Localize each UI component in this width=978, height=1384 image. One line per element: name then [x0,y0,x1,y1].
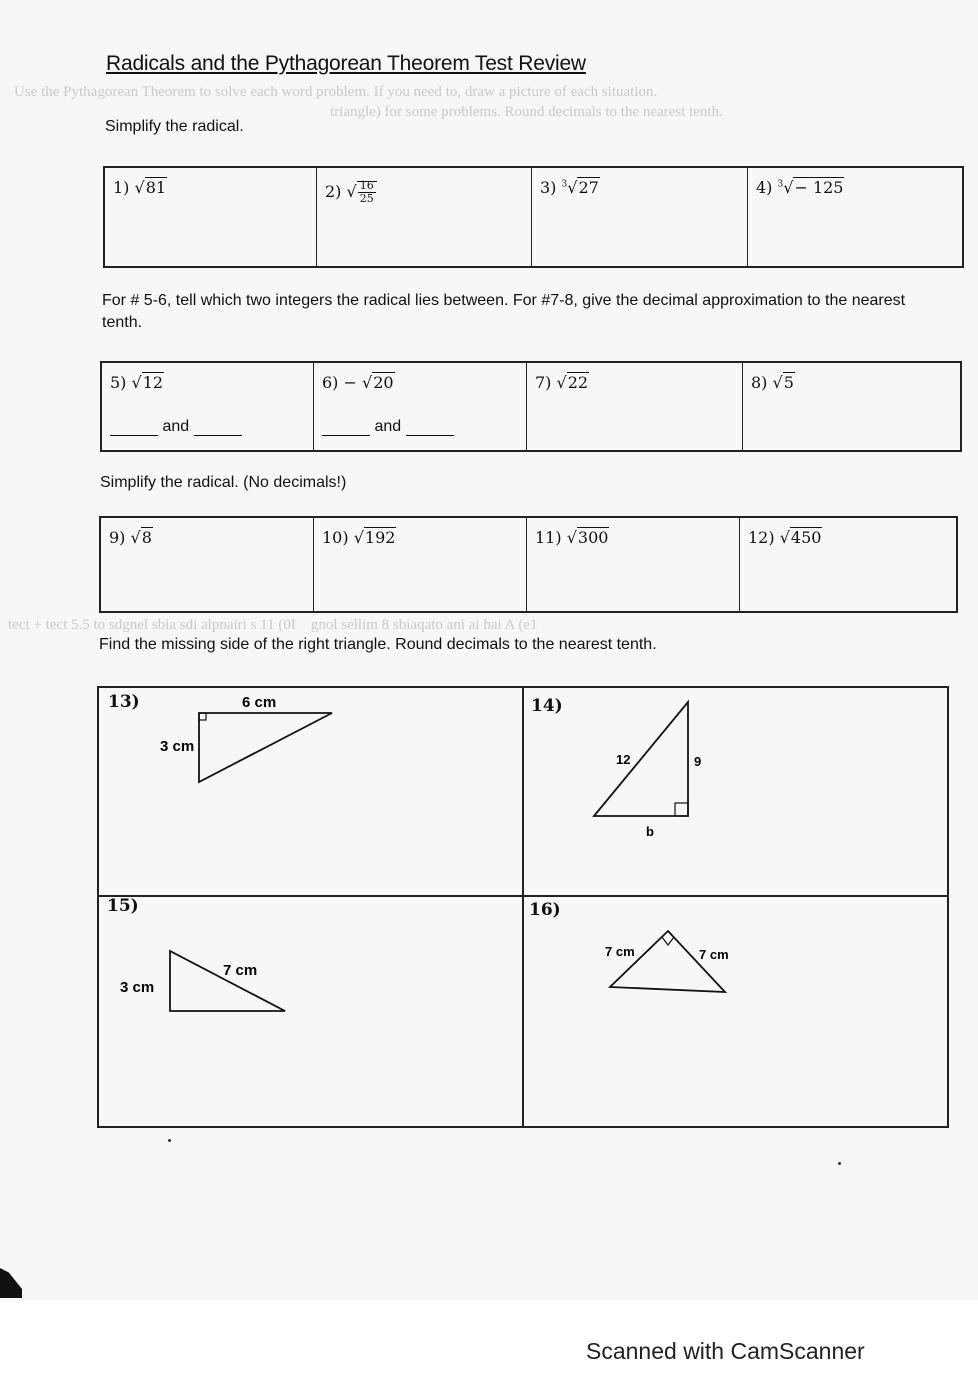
problem-3-cell[interactable] [532,168,748,266]
section3-grid [99,516,958,613]
problem-15-number: 15) [107,896,139,916]
problem-4: 4) $^3$√− 125 [756,178,844,197]
answer-blank[interactable] [110,421,158,436]
scan-speck [838,1162,841,1165]
problem-8: 8) √5 [751,373,794,392]
section2-instruction: For # 5-6, tell which two integers the radical lies between. For #7-8, give the decimal approximation to the nearest tenth. [102,292,906,331]
section1-instruction: Simplify the radical. [105,118,244,135]
problem-11-cell[interactable] [527,518,740,611]
problem-5: 5) √12 [110,373,164,392]
problem-16-triangle[interactable] [522,897,949,1127]
side-label-leg: 9 [694,754,702,769]
section2-grid [100,361,962,452]
problem-15-triangle[interactable] [99,897,522,1127]
problem-5-cell[interactable] [102,363,314,450]
scan-edge-artifact [0,1268,22,1298]
problem-12: 12) √450 [748,528,822,547]
side-label-left: 3 cm [160,738,195,755]
side-label-left: 7 cm [605,944,635,959]
problem-1: 1) √81 [113,178,167,197]
worksheet-title: Radicals and the Pythagorean Theorem Test Review [106,52,586,75]
right-angle-marker [675,803,688,816]
triangle-grid [97,686,949,1128]
scanner-watermark: Scanned with CamScanner [586,1338,865,1364]
problem-9-cell[interactable] [101,518,314,611]
problem-14-number: 14) [531,696,563,716]
problem-16-number: 16) [529,900,561,920]
side-label-right: 7 cm [699,947,729,962]
answer-blank[interactable] [194,421,242,436]
side-label-top: 6 cm [242,694,277,711]
problem-1-cell[interactable] [105,168,317,266]
side-label-hypotenuse: 12 [616,752,631,767]
bleed-through-text: tect + tect 5.5 to sdgnel sbia sdi alpnairi s 11 (0I gnol sellim 8 sbiaqato ani ai hai A (e1 [8,617,538,633]
triangle-shape [594,702,688,816]
problem-13-number: 13) [108,692,140,712]
problem-7: 7) √22 [535,373,589,392]
right-angle-marker [199,713,206,720]
problem-11: 11) √300 [535,528,609,547]
bleed-through-text: triangle) for some problems. Round decimals to the nearest tenth. [330,104,723,120]
problem-14-triangle[interactable] [522,688,949,895]
side-label-unknown: b [646,824,654,839]
problem-7-cell[interactable] [527,363,743,450]
problem-10: 10) √192 [322,528,396,547]
problem-2: 2) √ $\frac{16}{25}$ [325,180,377,205]
problem-6: 6) − √20 [322,373,394,392]
problem-5-answer: and [110,418,242,436]
section1-grid [103,166,964,268]
problem-3: 3) $^3$√27 [540,178,599,197]
problem-10-cell[interactable] [314,518,527,611]
answer-blank[interactable] [322,421,370,436]
section4-instruction: Find the missing side of the right triangle. Round decimals to the nearest tenth. [99,636,657,653]
bleed-through-text: Use the Pythagorean Theorem to solve each word problem. If you need to, draw a picture of each situation. [14,84,658,100]
problem-12-cell[interactable] [740,518,956,611]
problem-9: 9) √8 [109,528,152,547]
scan-speck [168,1139,171,1142]
triangle-shape [170,951,285,1011]
problem-2-cell[interactable] [317,168,532,266]
problem-13-triangle[interactable] [99,688,522,895]
problem-8-cell[interactable] [743,363,960,450]
answer-blank[interactable] [406,421,454,436]
side-label-hypotenuse: 7 cm [223,962,258,979]
side-label-leg: 3 cm [120,979,155,996]
problem-6-answer: and [322,418,454,436]
problem-6-cell[interactable] [314,363,527,450]
right-angle-marker [662,937,674,945]
section3-instruction: Simplify the radical. (No decimals!) [100,474,347,491]
problem-4-cell[interactable] [748,168,962,266]
triangle-shape [199,713,332,782]
